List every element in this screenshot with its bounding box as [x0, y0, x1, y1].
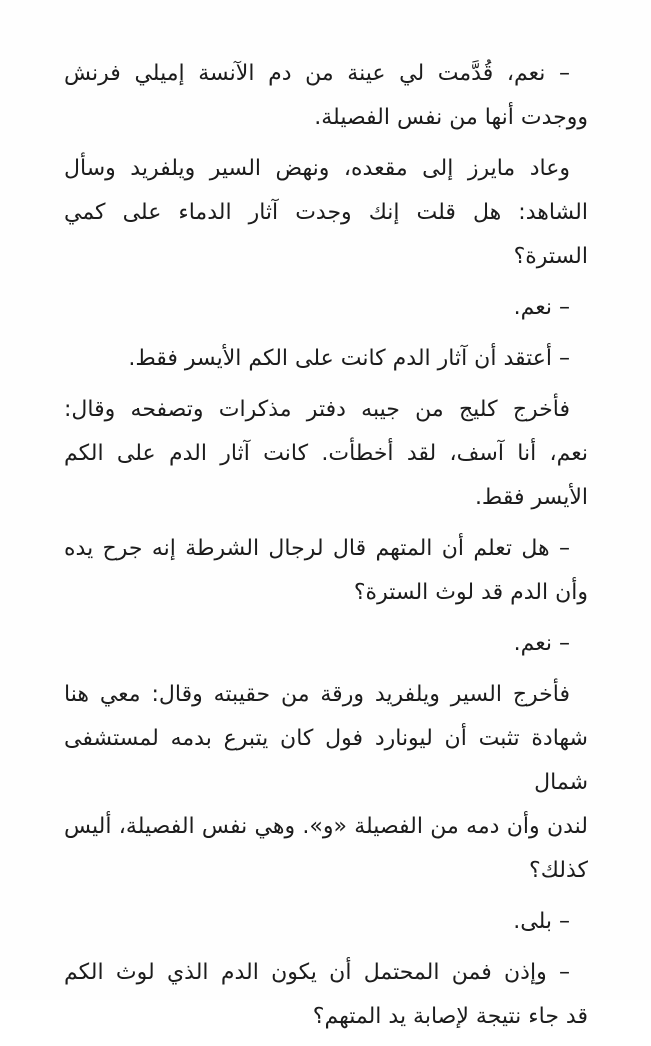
text-line: – نعم، قُدَّمت لي عينة من دم الآنسة إميلي فرنش	[64, 61, 570, 86]
paragraph	[64, 622, 588, 666]
text-line: فأخرج السير ويلفريد ورقة من حقيبته وقال: معي هنا	[64, 682, 570, 707]
paragraph	[64, 388, 588, 520]
text-line: فأخرج كليج من جيبه دفتر مذكرات وتصفحه وقال:	[64, 397, 570, 422]
text-line: السترة؟	[513, 244, 588, 269]
text-line: الشاهد: هل قلت إنك وجدت آثار الدماء على كمي	[64, 200, 588, 225]
text-line: – نعم.	[513, 631, 570, 656]
paragraph	[64, 52, 588, 140]
text-line: لندن وأن دمه من الفصيلة «و». وهي نفس الفصيلة، أليس	[64, 814, 588, 839]
text-column	[64, 52, 588, 1046]
paragraph	[64, 673, 588, 893]
text-line: – هل تعلم أن المتهم قال لرجال الشرطة إنه جرح يده	[64, 536, 570, 561]
paragraph	[64, 337, 588, 381]
text-line: وعاد مايرز إلى مقعده، ونهض السير ويلفريد وسأل	[64, 156, 570, 181]
text-line: – أعتقد أن آثار الدم كانت على الكم الأيسر فقط.	[128, 346, 570, 371]
text-line: – نعم.	[513, 295, 570, 320]
paragraph	[64, 147, 588, 279]
paragraph	[64, 951, 588, 1039]
text-line: ووجدت أنها من نفس الفصيلة.	[314, 105, 588, 130]
paragraph	[64, 900, 588, 944]
text-line: كذلك؟	[529, 858, 588, 883]
text-line: الأيسر فقط.	[474, 485, 588, 510]
text-line: وأن الدم قد لوث السترة؟	[353, 580, 588, 605]
paragraph	[64, 286, 588, 330]
text-line: قد جاء نتيجة لإصابة يد المتهم؟	[312, 1004, 588, 1029]
text-line: نعم، أنا آسف، لقد أخطأت. كانت آثار الدم على الكم	[64, 441, 588, 466]
text-line: شهادة تثبت أن ليونارد فول كان يتبرع بدمه لمستشفى شمال	[64, 726, 588, 795]
paragraph	[64, 527, 588, 615]
text-line: – بلى.	[513, 909, 570, 934]
text-line: – وإذن فمن المحتمل أن يكون الدم الذي لوث الكم	[64, 960, 570, 985]
